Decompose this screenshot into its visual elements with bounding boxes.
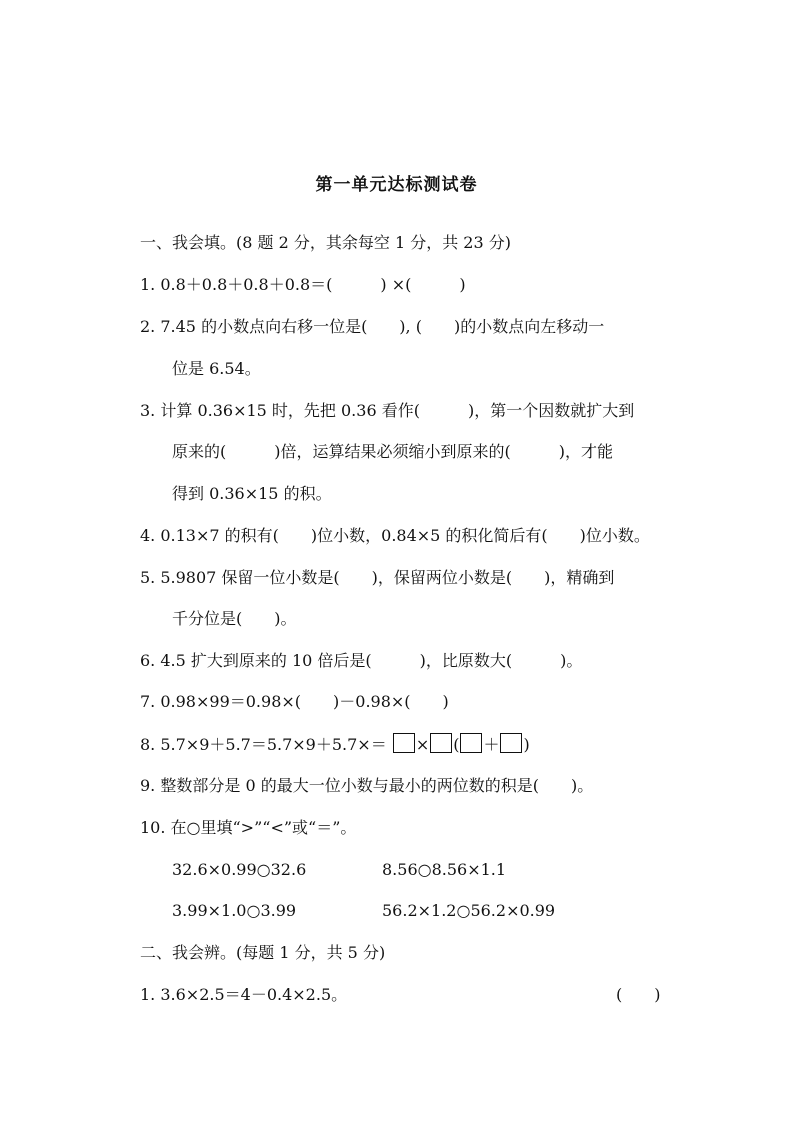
judge-question-1: 1. 3.6×2.5＝4－0.4×2.5。 bbox=[140, 985, 348, 1004]
question-9: 9. 整数部分是 0 的最大一位小数与最小的两位数的积是( )。 bbox=[140, 776, 594, 795]
question-8-prefix: 8. 5.7×9＋5.7＝5.7×9＋5.7×＝ bbox=[140, 735, 387, 754]
question-3-line-3: 得到 0.36×15 的积。 bbox=[172, 484, 332, 503]
times-sign: × bbox=[415, 735, 430, 754]
question-1: 1. 0.8＋0.8＋0.8＋0.8＝( ) ×( ) bbox=[140, 275, 466, 294]
question-4: 4. 0.13×7 的积有( )位小数，0.84×5 的积化简后有( )位小数。 bbox=[140, 526, 650, 545]
question-8 bbox=[140, 733, 530, 756]
question-3-line-2: 原来的( )倍，运算结果必须缩小到原来的( )，才能 bbox=[172, 442, 613, 461]
section-1-heading: 一、我会填。(8 题 2 分，其余每空 1 分，共 23 分) bbox=[140, 233, 511, 252]
judge-answer-mark[interactable]: ( ) bbox=[616, 985, 661, 1004]
section-2-heading: 二、我会辨。(每题 1 分，共 5 分) bbox=[140, 943, 386, 962]
question-5-line-1: 5. 5.9807 保留一位小数是( )，保留两位小数是( )，精确到 bbox=[140, 568, 615, 587]
compare-item: 56.2×1.2○56.2×0.99 bbox=[382, 901, 556, 920]
answer-box-2[interactable] bbox=[430, 733, 452, 753]
question-7: 7. 0.98×99＝0.98×( )－0.98×( ) bbox=[140, 692, 449, 711]
compare-item: 8.56○8.56×1.1 bbox=[382, 860, 507, 879]
question-6: 6. 4.5 扩大到原来的 10 倍后是( )，比原数大( )。 bbox=[140, 651, 583, 670]
answer-box-4[interactable] bbox=[500, 733, 522, 753]
compare-item: 32.6×0.99○32.6 bbox=[172, 860, 307, 879]
plus-sign: ＋ bbox=[483, 735, 500, 754]
question-2-line-2: 位是 6.54。 bbox=[172, 359, 261, 378]
question-5-line-2: 千分位是( )。 bbox=[172, 609, 297, 628]
answer-box-1[interactable] bbox=[393, 733, 415, 753]
open-paren: ( bbox=[453, 735, 460, 754]
answer-box-3[interactable] bbox=[460, 733, 482, 753]
page-title: 第一单元达标测试卷 bbox=[315, 175, 478, 195]
question-3-line-1: 3. 计算 0.36×15 时，先把 0.36 看作( )，第一个因数就扩大到 bbox=[140, 401, 635, 420]
compare-item: 3.99×1.0○3.99 bbox=[172, 901, 297, 920]
close-paren: ) bbox=[523, 735, 530, 754]
question-10: 10. 在○里填“>”“<”或“＝”。 bbox=[140, 818, 357, 837]
question-2-line-1: 2. 7.45 的小数点向右移一位是( ), ( )的小数点向左移动一 bbox=[140, 317, 605, 336]
